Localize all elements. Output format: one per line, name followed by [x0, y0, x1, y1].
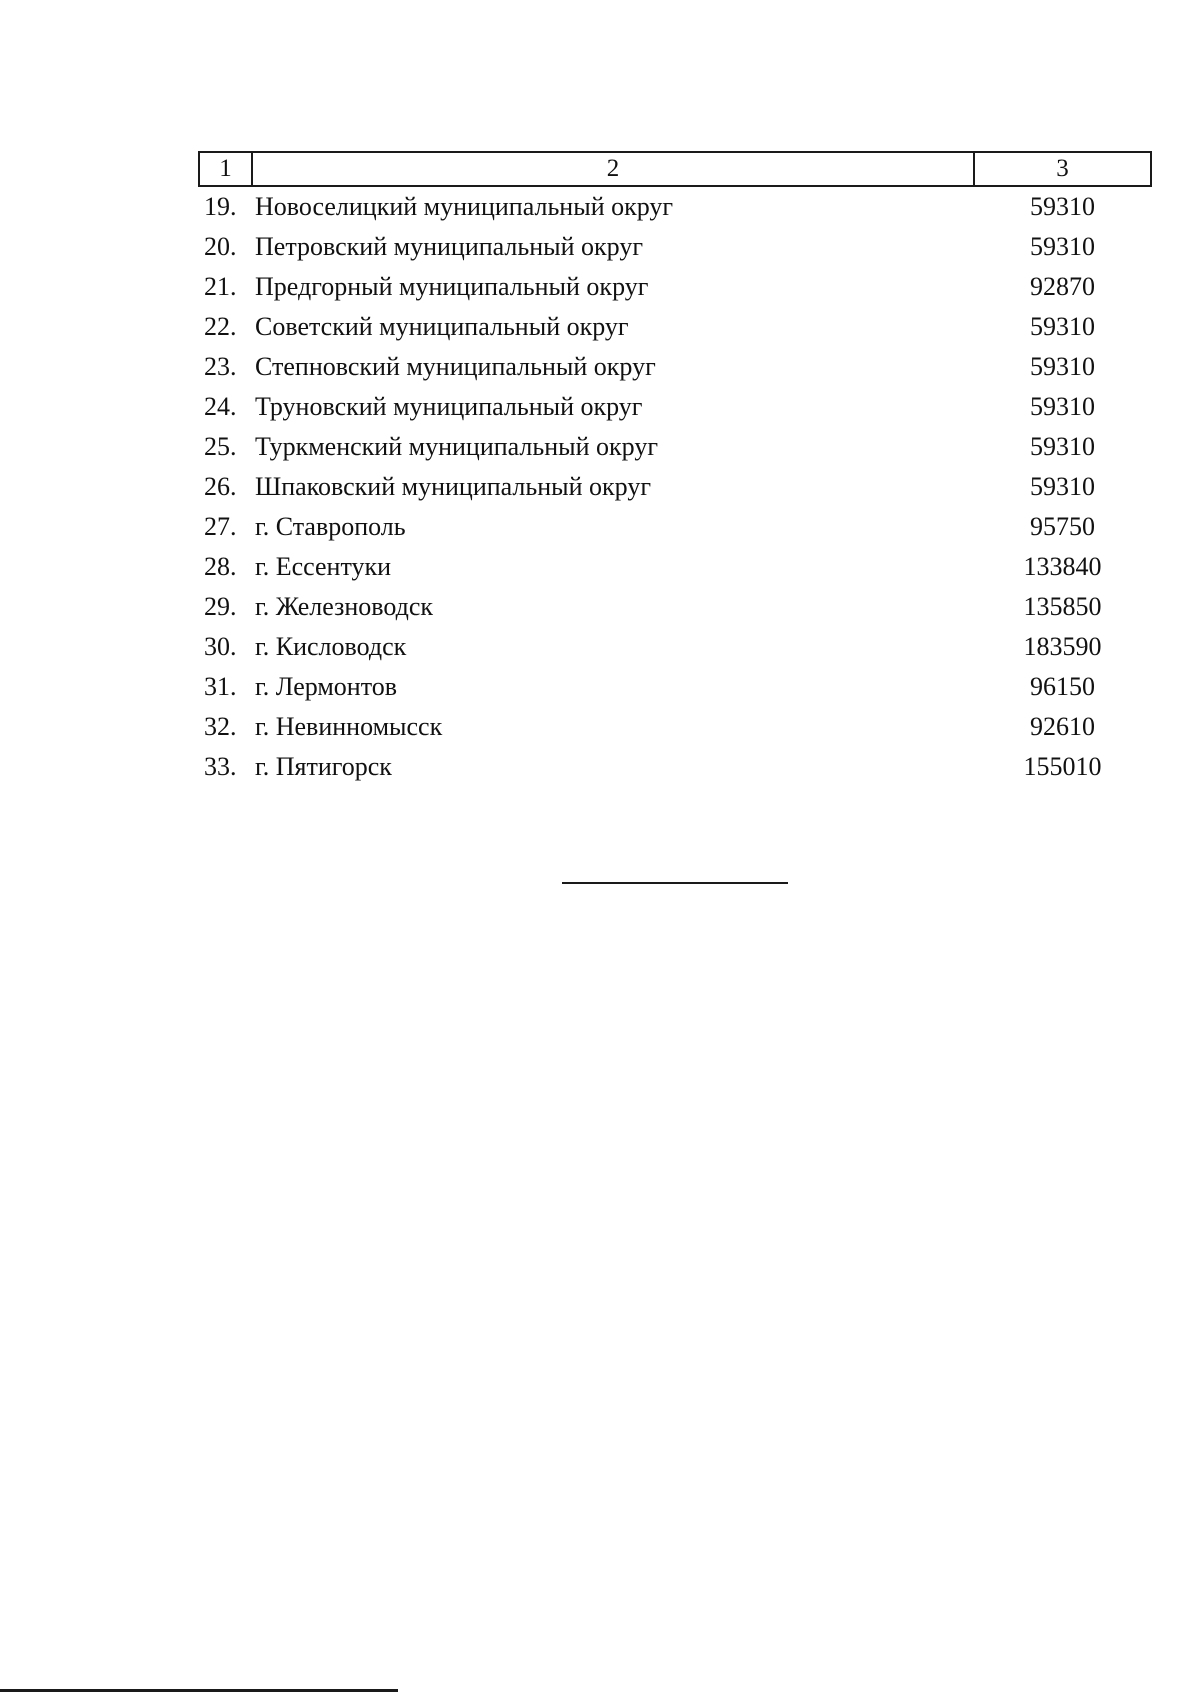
row-number: 22. [204, 312, 237, 341]
row-value: 92610 [1030, 712, 1095, 741]
table-body [198, 187, 1152, 787]
row-value: 133840 [1023, 552, 1102, 581]
row-value: 59310 [1030, 472, 1095, 501]
table-row [198, 227, 1152, 267]
row-value: 155010 [1023, 752, 1102, 781]
row-number: 20. [204, 232, 237, 261]
table-row [198, 707, 1152, 747]
row-number: 29. [204, 592, 237, 621]
row-name: г. Лермонтов [255, 672, 397, 701]
row-name: Труновский муниципальный округ [255, 392, 643, 421]
row-number: 32. [204, 712, 237, 741]
table-row [198, 187, 1152, 227]
row-name: Туркменский муниципальный округ [255, 432, 658, 461]
row-value: 95750 [1030, 512, 1095, 541]
table-row [198, 467, 1152, 507]
row-number: 26. [204, 472, 237, 501]
row-number: 21. [204, 272, 237, 301]
footer-divider [0, 1689, 398, 1692]
row-value: 96150 [1030, 672, 1095, 701]
row-name: г. Невинномысск [255, 712, 443, 741]
row-number: 24. [204, 392, 237, 421]
row-value: 59310 [1030, 232, 1095, 261]
row-name: г. Ставрополь [255, 512, 406, 541]
row-number: 28. [204, 552, 237, 581]
table-row [198, 347, 1152, 387]
row-value: 59310 [1030, 312, 1095, 341]
row-name: г. Железноводск [255, 592, 434, 621]
table-row [198, 507, 1152, 547]
table-row [198, 307, 1152, 347]
row-value: 59310 [1030, 432, 1095, 461]
row-name: Предгорный муниципальный округ [255, 272, 649, 301]
row-name: Советский муниципальный округ [255, 312, 629, 341]
header-cell-2: 2 [253, 153, 975, 185]
row-value: 59310 [1030, 392, 1095, 421]
row-name: г. Пятигорск [255, 752, 392, 781]
row-value: 135850 [1023, 592, 1102, 621]
row-name: Петровский муниципальный округ [255, 232, 643, 261]
row-number: 30. [204, 632, 237, 661]
row-number: 25. [204, 432, 237, 461]
table-row [198, 747, 1152, 787]
table-row [198, 427, 1152, 467]
row-name: г. Ессентуки [255, 552, 392, 581]
row-value: 59310 [1030, 352, 1095, 381]
row-name: Новоселицкий муниципальный округ [255, 192, 674, 221]
table-row [198, 387, 1152, 427]
table-row [198, 627, 1152, 667]
end-of-document-divider [562, 882, 788, 884]
table-row [198, 667, 1152, 707]
row-value: 92870 [1030, 272, 1095, 301]
table-row [198, 587, 1152, 627]
row-number: 31. [204, 672, 237, 701]
row-number: 27. [204, 512, 237, 541]
row-value: 59310 [1030, 192, 1095, 221]
row-number: 33. [204, 752, 237, 781]
row-name: Шпаковский муниципальный округ [255, 472, 651, 501]
row-name: г. Кисловодск [255, 632, 407, 661]
header-cell-3: 3 [1056, 155, 1069, 182]
row-number: 19. [204, 192, 237, 221]
table-row [198, 267, 1152, 307]
row-number: 23. [204, 352, 237, 381]
table-header-row [198, 151, 1152, 187]
row-name: Степновский муниципальный округ [255, 352, 656, 381]
header-cell-1: 1 [200, 153, 253, 185]
row-value: 183590 [1023, 632, 1102, 661]
table-row [198, 547, 1152, 587]
